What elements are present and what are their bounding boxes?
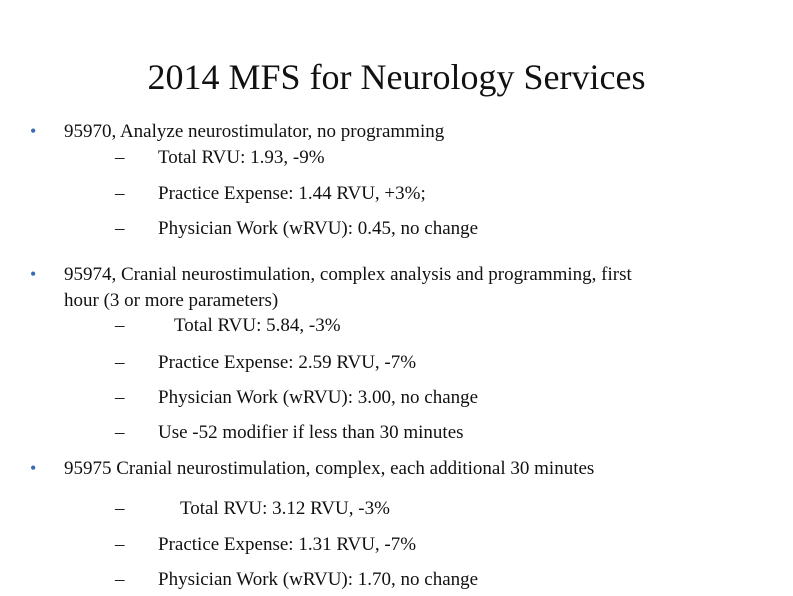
bullet-text: 95975 Cranial neurostimulation, complex, each additional 30 minutes bbox=[64, 458, 595, 479]
dash-marker: – bbox=[115, 183, 125, 204]
bullet-dot-icon: • bbox=[30, 121, 37, 141]
sub-item-text: Physician Work (wRVU): 3.00, no change bbox=[158, 387, 479, 408]
sub-item-text: Physician Work (wRVU): 1.70, no change bbox=[158, 569, 479, 590]
dash-marker: – bbox=[115, 422, 125, 443]
bullet-text-line2: hour (3 or more parameters) bbox=[64, 290, 279, 311]
sub-item-text: Total RVU: 3.12 RVU, -3% bbox=[180, 498, 390, 519]
sub-item-text: Total RVU: 1.93, -9% bbox=[158, 147, 325, 168]
dash-marker: – bbox=[115, 498, 125, 519]
dash-marker: – bbox=[115, 315, 125, 336]
dash-marker: – bbox=[115, 352, 125, 373]
sub-item-text: Practice Expense: 1.31 RVU, -7% bbox=[158, 534, 417, 555]
bullet-text: 95970, Analyze neurostimulator, no programming bbox=[64, 121, 445, 142]
sub-item-text: Physician Work (wRVU): 0.45, no change bbox=[158, 218, 479, 239]
sub-item-text: Practice Expense: 1.44 RVU, +3%; bbox=[158, 183, 426, 204]
dash-marker: – bbox=[115, 218, 125, 239]
dash-marker: – bbox=[115, 569, 125, 590]
bullet-dot-icon: • bbox=[30, 458, 37, 478]
sub-item-text: Total RVU: 5.84, -3% bbox=[174, 315, 341, 336]
sub-item-text: Use -52 modifier if less than 30 minutes bbox=[158, 422, 464, 443]
dash-marker: – bbox=[115, 147, 125, 168]
dash-marker: – bbox=[115, 534, 125, 555]
dash-marker: – bbox=[115, 387, 125, 408]
bullet-text: 95974, Cranial neurostimulation, complex analysis and programming, first bbox=[64, 264, 632, 285]
bullet-dot-icon: • bbox=[30, 264, 37, 284]
slide-title: 2014 MFS for Neurology Services bbox=[147, 57, 646, 97]
sub-item-text: Practice Expense: 2.59 RVU, -7% bbox=[158, 352, 417, 373]
